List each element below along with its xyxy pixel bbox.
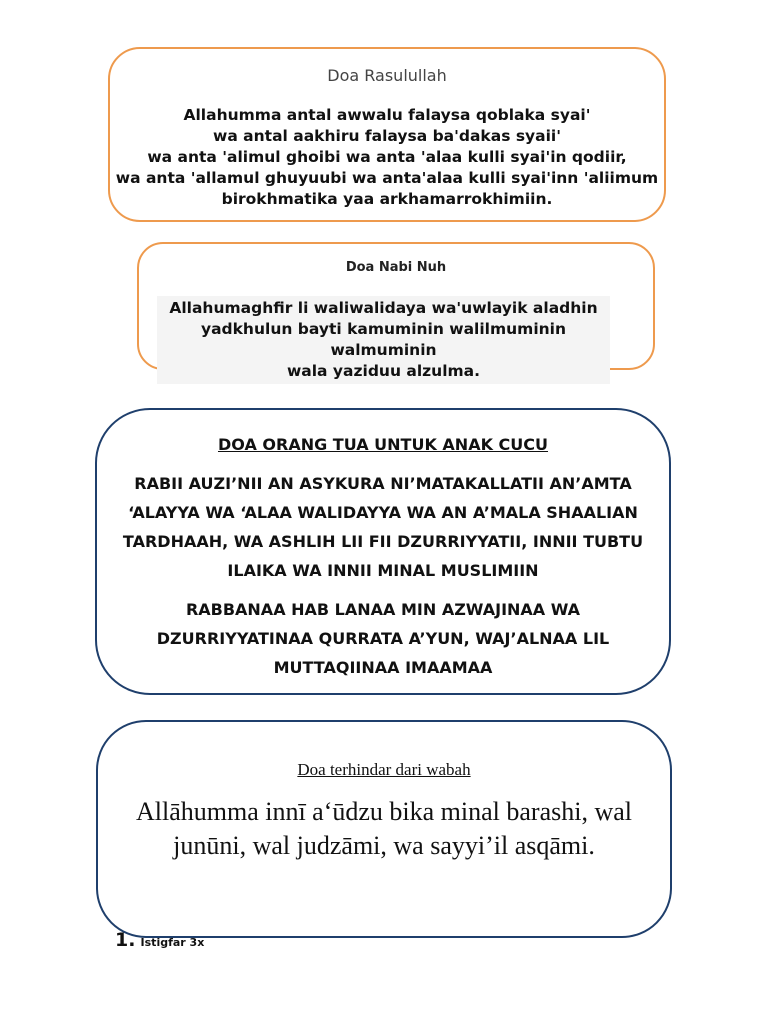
text-line: RABBANAA HAB LANAA MIN AZWAJINAA WA: [185, 600, 581, 619]
doa-orang-tua-para1: [109, 469, 657, 585]
text-line: wala yaziduu alzulma.: [286, 362, 481, 380]
text-line: DZURRIYYATINAA QURRATA A’YUN, WAJ’ALNAA LIL: [156, 629, 610, 648]
text-line: junūni, wal judzāmi, wa sayyi’il asqāmi.: [173, 831, 595, 860]
doa-wabah-box: [96, 720, 672, 938]
text-line: wa anta 'allamul ghuyuubi wa anta'alaa kulli syai'inn 'aliimum: [115, 169, 659, 187]
text-line: TARDHAAH, WA ASHLIH LII FII DZURRIYYATII, INNII TUBTU: [122, 532, 644, 551]
text-line: ‘ALAYYA WA ‘ALAA WALIDAYYA WA AN A’MALA SHAALIAN: [128, 503, 638, 522]
text-line: Allahumma antal awwalu falaysa qoblaka syai': [183, 106, 591, 124]
doa-wabah-title: Doa terhindar dari wabah: [297, 760, 471, 779]
doa-orang-tua-box: [95, 408, 671, 695]
text-line: MUTTAQIINAA IMAAMAA: [273, 658, 493, 677]
text-line: yadkhulun bayti kamuminin walilmuminin walmuminin: [200, 320, 567, 359]
doa-wabah-text: [108, 795, 660, 863]
text-line: RABII AUZI’NII AN ASYKURA NI’MATAKALLATII AN’AMTA: [134, 474, 632, 493]
list-item-istigfar: [115, 929, 204, 951]
doa-rasulullah-title: Doa Rasulullah: [327, 66, 447, 85]
text-line: Allāhumma innī a‘ūdzu bika minal barashi, wal: [135, 797, 633, 826]
doa-orang-tua-para2: [109, 595, 657, 682]
list-text: Istigfar 3x: [140, 936, 205, 949]
text-line: wa antal aakhiru falaysa ba'dakas syaii': [213, 127, 561, 145]
doa-rasulullah-text: [110, 105, 664, 210]
doa-nabi-nuh-title: Doa Nabi Nuh: [345, 260, 447, 275]
list-number: 1.: [115, 929, 136, 951]
text-line: wa anta 'alimul ghoibi wa anta 'alaa kulli syai'in qodiir,: [147, 148, 627, 166]
text-line: birokhmatika yaa arkhamarrokhimiin.: [221, 190, 553, 208]
doa-rasulullah-box: [108, 47, 666, 222]
text-line: ILAIKA WA INNII MINAL MUSLIMIIN: [227, 561, 539, 580]
doa-orang-tua-title: DOA ORANG TUA UNTUK ANAK CUCU: [217, 435, 549, 454]
text-line: Allahumaghfir li waliwalidaya wa'uwlayik aladhin: [169, 299, 598, 317]
doa-nabi-nuh-text: [157, 296, 610, 384]
doa-nabi-nuh-box: [137, 242, 655, 380]
